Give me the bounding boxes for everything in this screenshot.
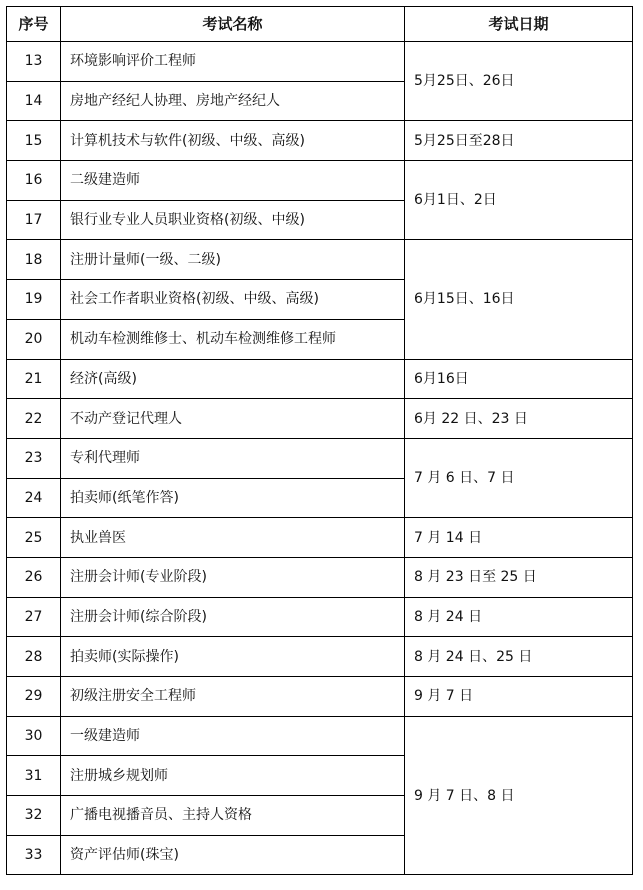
row-number: 15 [7, 121, 61, 161]
table-row [7, 557, 633, 597]
row-number: 18 [7, 240, 61, 280]
exam-date: 6月15日、16日 [405, 240, 633, 359]
exam-name: 初级注册安全工程师 [61, 677, 405, 717]
table-row [7, 637, 633, 677]
row-number: 19 [7, 280, 61, 320]
row-number: 33 [7, 835, 61, 875]
table-row [7, 121, 633, 161]
exam-date: 7 月 14 日 [405, 518, 633, 558]
exam-name: 资产评估师(珠宝) [61, 835, 405, 875]
exam-name: 经济(高级) [61, 359, 405, 399]
exam-date: 5月25日至28日 [405, 121, 633, 161]
header-name: 考试名称 [61, 7, 405, 42]
table-row [7, 399, 633, 439]
header-row [7, 7, 633, 42]
exam-name: 拍卖师(实际操作) [61, 637, 405, 677]
exam-name: 机动车检测维修士、机动车检测维修工程师 [61, 319, 405, 359]
exam-name: 银行业专业人员职业资格(初级、中级) [61, 200, 405, 240]
table-row [7, 42, 633, 82]
row-number: 27 [7, 597, 61, 637]
exam-name: 广播电视播音员、主持人资格 [61, 796, 405, 836]
exam-date: 8 月 24 日 [405, 597, 633, 637]
exam-name: 执业兽医 [61, 518, 405, 558]
table-row [7, 518, 633, 558]
exam-name: 计算机技术与软件(初级、中级、高级) [61, 121, 405, 161]
table-row [7, 240, 633, 280]
exam-date: 9 月 7 日 [405, 677, 633, 717]
table-row [7, 359, 633, 399]
exam-date: 8 月 24 日、25 日 [405, 637, 633, 677]
exam-date: 9 月 7 日、8 日 [405, 716, 633, 875]
table-row [7, 716, 633, 756]
exam-name: 社会工作者职业资格(初级、中级、高级) [61, 280, 405, 320]
row-number: 14 [7, 81, 61, 121]
exam-name: 不动产登记代理人 [61, 399, 405, 439]
exam-date: 8 月 23 日至 25 日 [405, 557, 633, 597]
exam-date: 7 月 6 日、7 日 [405, 438, 633, 517]
row-number: 28 [7, 637, 61, 677]
row-number: 22 [7, 399, 61, 439]
row-number: 32 [7, 796, 61, 836]
exam-schedule-table [6, 6, 633, 875]
exam-name: 注册城乡规划师 [61, 756, 405, 796]
table-row [7, 161, 633, 201]
header-date: 考试日期 [405, 7, 633, 42]
exam-date: 5月25日、26日 [405, 42, 633, 121]
row-number: 24 [7, 478, 61, 518]
row-number: 31 [7, 756, 61, 796]
exam-name: 注册会计师(综合阶段) [61, 597, 405, 637]
exam-name: 房地产经纪人协理、房地产经纪人 [61, 81, 405, 121]
exam-name: 二级建造师 [61, 161, 405, 201]
exam-name: 注册会计师(专业阶段) [61, 557, 405, 597]
row-number: 13 [7, 42, 61, 82]
row-number: 25 [7, 518, 61, 558]
exam-name: 一级建造师 [61, 716, 405, 756]
exam-name: 注册计量师(一级、二级) [61, 240, 405, 280]
row-number: 17 [7, 200, 61, 240]
row-number: 20 [7, 319, 61, 359]
table-row [7, 677, 633, 717]
table-row [7, 597, 633, 637]
exam-date: 6月 22 日、23 日 [405, 399, 633, 439]
row-number: 26 [7, 557, 61, 597]
row-number: 29 [7, 677, 61, 717]
table-row [7, 438, 633, 478]
row-number: 16 [7, 161, 61, 201]
row-number: 30 [7, 716, 61, 756]
exam-name: 专利代理师 [61, 438, 405, 478]
row-number: 21 [7, 359, 61, 399]
exam-name: 拍卖师(纸笔作答) [61, 478, 405, 518]
row-number: 23 [7, 438, 61, 478]
exam-date: 6月1日、2日 [405, 161, 633, 240]
header-no: 序号 [7, 7, 61, 42]
exam-date: 6月16日 [405, 359, 633, 399]
exam-name: 环境影响评价工程师 [61, 42, 405, 82]
